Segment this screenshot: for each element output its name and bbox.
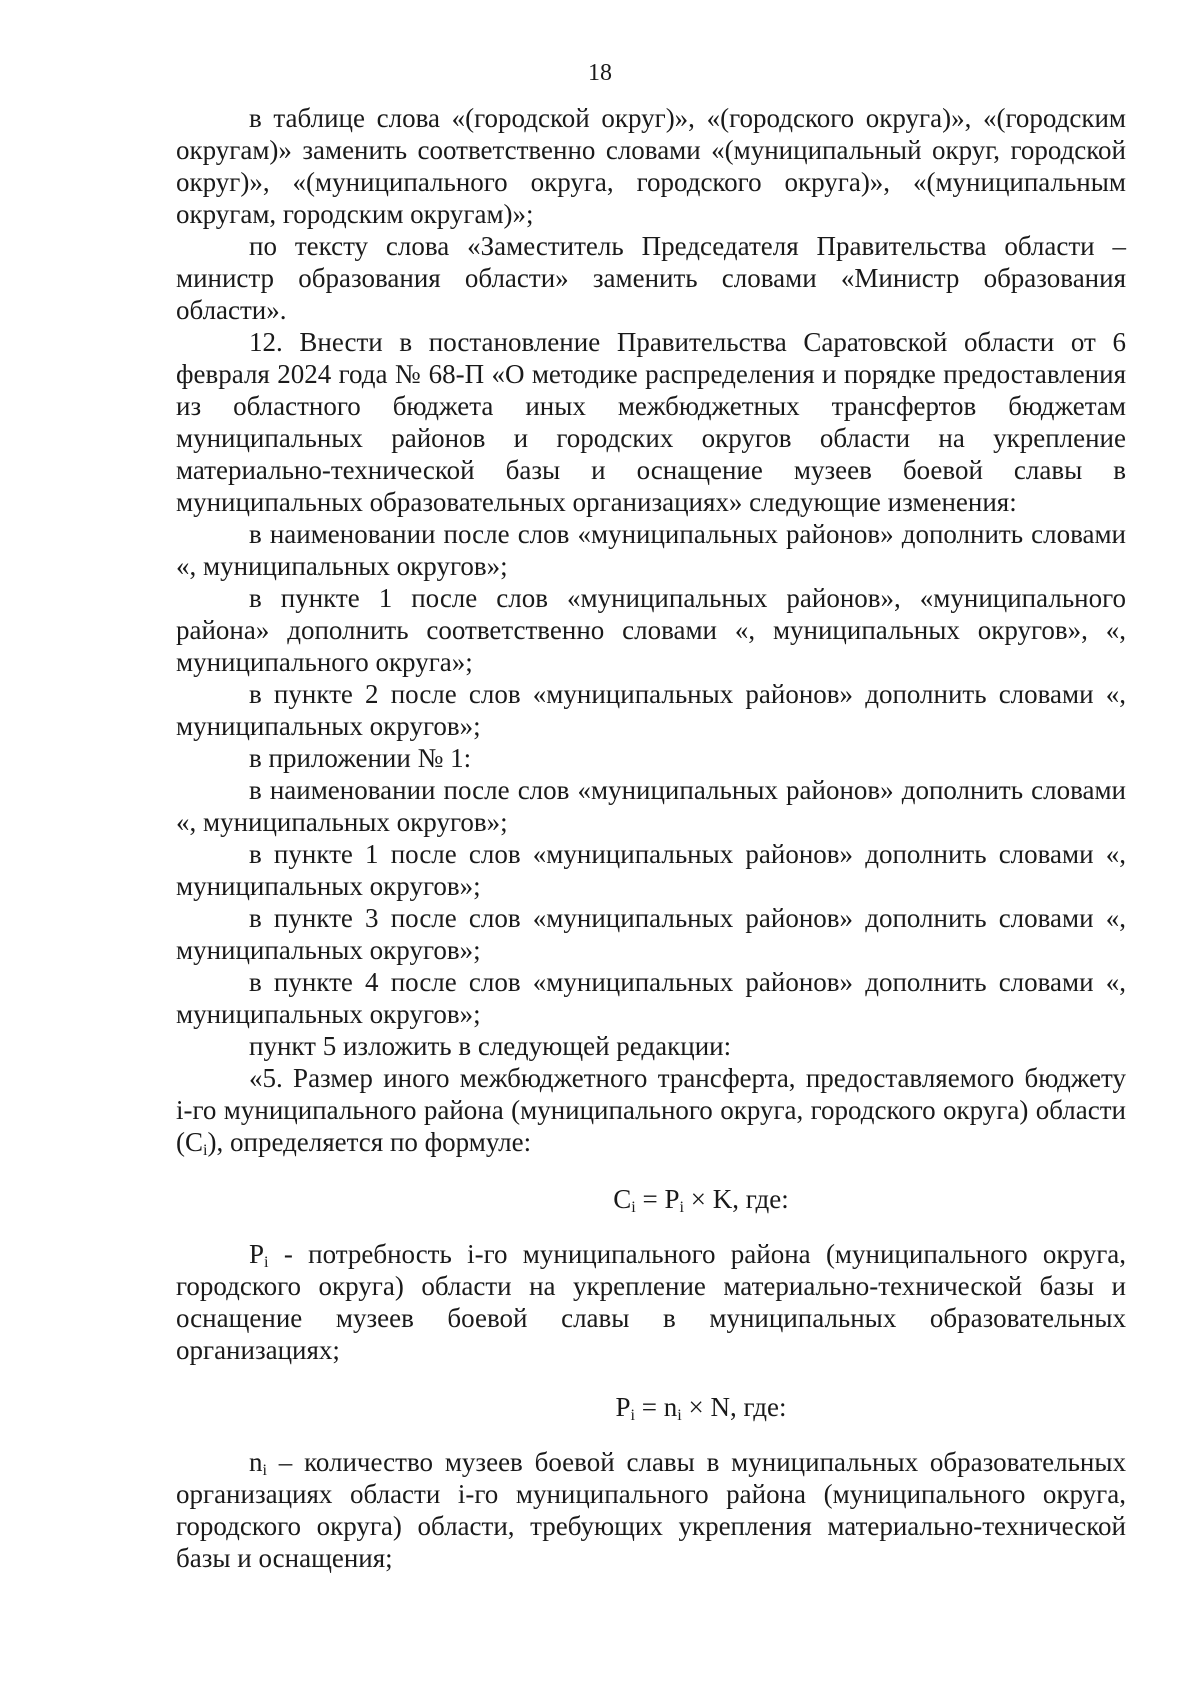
formula-symbol: = P xyxy=(635,1184,680,1214)
paragraph: в наименовании после слов «муниципальных районов» дополнить словами «, муниципальных округов»; xyxy=(176,519,1126,581)
subscript: i xyxy=(679,1198,685,1217)
formula-symbol: P xyxy=(615,1392,631,1422)
subscript: i xyxy=(630,1406,636,1425)
subscript: i xyxy=(262,1461,267,1480)
paragraph xyxy=(176,1062,1126,1158)
paragraph: в пункте 2 после слов «муниципальных районов» дополнить словами «, муниципальных округов»; xyxy=(176,679,1126,741)
paragraph: 12. Внести в постановление Правительства Саратовской области от 6 февраля 2024 года № 68-П «О методике распределения и порядке предоставления из областного бюджета иных межбюджетных трансфертов бюджетам муниципальных районов и городских округов области на укрепление материально-технической базы и оснащение музеев боевой славы в муниципальных образовательных организациях» следующие изменения: xyxy=(176,327,1126,517)
formula-p xyxy=(176,1391,1126,1423)
paragraph: в наименовании после слов «муниципальных районов» дополнить словами «, муниципальных округов»; xyxy=(176,775,1126,837)
paragraph: в приложении № 1: xyxy=(249,743,472,773)
paragraph-text: ), определяется по формуле: xyxy=(207,1127,532,1157)
formula-symbol: = n xyxy=(635,1392,678,1422)
subscript: i xyxy=(677,1406,682,1425)
paragraph: пункт 5 изложить в следующей редакции: xyxy=(249,1031,732,1061)
document-body xyxy=(176,102,1126,1574)
paragraph xyxy=(176,1238,1126,1366)
paragraph: по тексту слова «Заместитель Председателя Правительства области – министр образования области» заменить словами «Министр образования области». xyxy=(176,231,1126,325)
subscript: i xyxy=(631,1198,636,1217)
paragraph: в пункте 3 после слов «муниципальных районов» дополнить словами «, муниципальных округов»; xyxy=(176,903,1126,965)
formula-symbol: × N, где: xyxy=(681,1392,787,1422)
paragraph-text: – количество музеев боевой славы в муниципальных образовательных организациях области i-го муниципального района (муниципального округа, городского округа) области, требующих укрепления материально-технической базы и оснащения; xyxy=(176,1447,1126,1573)
page-number: 18 xyxy=(588,60,612,86)
paragraph: в пункте 4 после слов «муниципальных районов» дополнить словами «, муниципальных округов»; xyxy=(176,967,1126,1029)
formula-symbol: C xyxy=(613,1184,632,1214)
paragraph: в пункте 1 после слов «муниципальных районов», «муниципального района» дополнить соответственно словами «, муниципальных округов», «, муниципального округа»; xyxy=(176,583,1126,677)
paragraph-text: - потребность i-го муниципального района (муниципального округа, городского округа) области на укрепление материально-технической базы и оснащение музеев боевой славы в муниципальных образовательных организациях; xyxy=(176,1239,1126,1365)
subscript: i xyxy=(264,1253,269,1272)
paragraph: в таблице слова «(городской округ)», «(городского округа)», «(городским округам)» заменить соответственно словами «(муниципальный округ, городской округ)», «(муниципального округа, городского округа)», «(муниципальным округам, городским округам)»; xyxy=(176,103,1126,229)
formula-symbol: × K, где: xyxy=(684,1184,789,1214)
subscript: i xyxy=(203,1141,208,1160)
paragraph xyxy=(176,1446,1126,1574)
paragraph-text: «5. Размер иного межбюджетного трансферта, предоставляемого бюджету i-го муниципального района (муниципального округа, городского округа) области (C xyxy=(176,1063,1126,1157)
paragraph: в пункте 1 после слов «муниципальных районов» дополнить словами «, муниципальных округов»; xyxy=(176,839,1126,901)
formula-c xyxy=(176,1183,1126,1215)
paragraph-text: n xyxy=(249,1447,263,1477)
paragraph-text: P xyxy=(249,1239,265,1269)
